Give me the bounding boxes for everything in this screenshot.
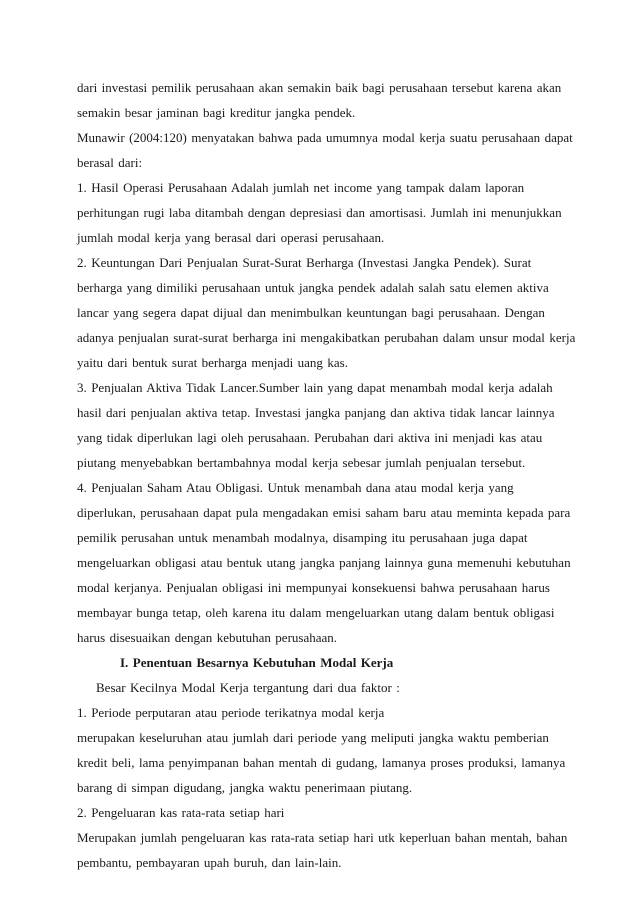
text-line: Merupakan jumlah pengeluaran kas rata-rata setiap hari utk keperluan bahan mentah, bahan xyxy=(77,830,568,845)
text-line: 3. Penjualan Aktiva Tidak Lancer.Sumber lain yang dapat menambah modal kerja adalah xyxy=(77,380,553,395)
text-line: harus disesuaikan dengan kebutuhan perusahaan. xyxy=(77,630,338,645)
text-line: 1. Hasil Operasi Perusahaan Adalah jumlah net income yang tampak dalam laporan xyxy=(77,180,525,195)
text-line: 2. Pengeluaran kas rata-rata setiap hari xyxy=(77,805,285,820)
text-line: pembantu, pembayaran upah buruh, dan lain-lain. xyxy=(77,855,342,870)
text-line: yaitu dari bentuk surat berharga menjadi uang kas. xyxy=(77,355,348,370)
text-line: perhitungan rugi laba ditambah dengan depresiasi dan amortisasi. Jumlah ini menunjukkan xyxy=(77,205,562,220)
text-line: merupakan keseluruhan atau jumlah dari periode yang meliputi jangka waktu pemberian xyxy=(77,730,549,745)
text-line: 1. Periode perputaran atau periode terikatnya modal kerja xyxy=(77,705,385,720)
section-intro: Besar Kecilnya Modal Kerja tergantung dari dua faktor : xyxy=(96,680,400,695)
text-line: kredit beli, lama penyimpanan bahan mentah di gudang, lamanya proses produksi, lamanya xyxy=(77,755,566,770)
text-line: 4. Penjualan Saham Atau Obligasi. Untuk menambah dana atau modal kerja yang xyxy=(77,480,514,495)
section-heading-i: I. Penentuan Besarnya Kebutuhan Modal Kerja xyxy=(120,655,394,670)
text-line: dari investasi pemilik perusahaan akan semakin baik bagi perusahaan tersebut karena akan xyxy=(77,80,562,95)
text-line: 2. Keuntungan Dari Penjualan Surat-Surat Berharga (Investasi Jangka Pendek). Surat xyxy=(77,255,532,270)
text-line: semakin besar jaminan bagi kreditur jangka pendek. xyxy=(77,105,356,120)
text-line: Munawir (2004:120) menyatakan bahwa pada umumnya modal kerja suatu perusahaan dapat xyxy=(77,130,573,145)
text-line: yang tidak diperlukan lagi oleh perusahaan. Perubahan dari aktiva ini menjadi kas atau xyxy=(77,430,543,445)
text-line: modal kerjanya. Penjualan obligasi ini mempunyai konsekuensi bahwa perusahaan harus xyxy=(77,580,550,595)
text-line: adanya penjualan surat-surat berharga ini mengakibatkan perubahan dalam unsur modal kerja xyxy=(77,330,576,345)
text-line: piutang menyebabkan bertambahnya modal kerja sebesar jumlah penjualan tersebut. xyxy=(77,455,526,470)
text-line: berasal dari: xyxy=(77,155,143,170)
text-line: hasil dari penjualan aktiva tetap. Investasi jangka panjang dan aktiva tidak lancar lainnya xyxy=(77,405,555,420)
text-line: berharga yang dimiliki perusahaan untuk jangka pendek adalah salah satu elemen aktiva xyxy=(77,280,549,295)
text-line: pemilik perusahan untuk menambah modalnya, disamping itu perusahaan juga dapat xyxy=(77,530,528,545)
text-line: mengeluarkan obligasi atau bentuk utang jangka panjang lainnya guna memenuhi kebutuhan xyxy=(77,555,571,570)
text-line: jumlah modal kerja yang berasal dari operasi perusahaan. xyxy=(77,230,385,245)
text-line: barang di simpan digudang, jangka waktu penerimaan piutang. xyxy=(77,780,413,795)
text-line: lancar yang segera dapat dijual dan menimbulkan keuntungan bagi perusahaan. Dengan xyxy=(77,305,545,320)
text-line: membayar bunga tetap, oleh karena itu dalam mengeluarkan utang dalam bentuk obligasi xyxy=(77,605,555,620)
text-line: diperlukan, perusahaan dapat pula mengadakan emisi saham baru atau meminta kepada para xyxy=(77,505,571,520)
